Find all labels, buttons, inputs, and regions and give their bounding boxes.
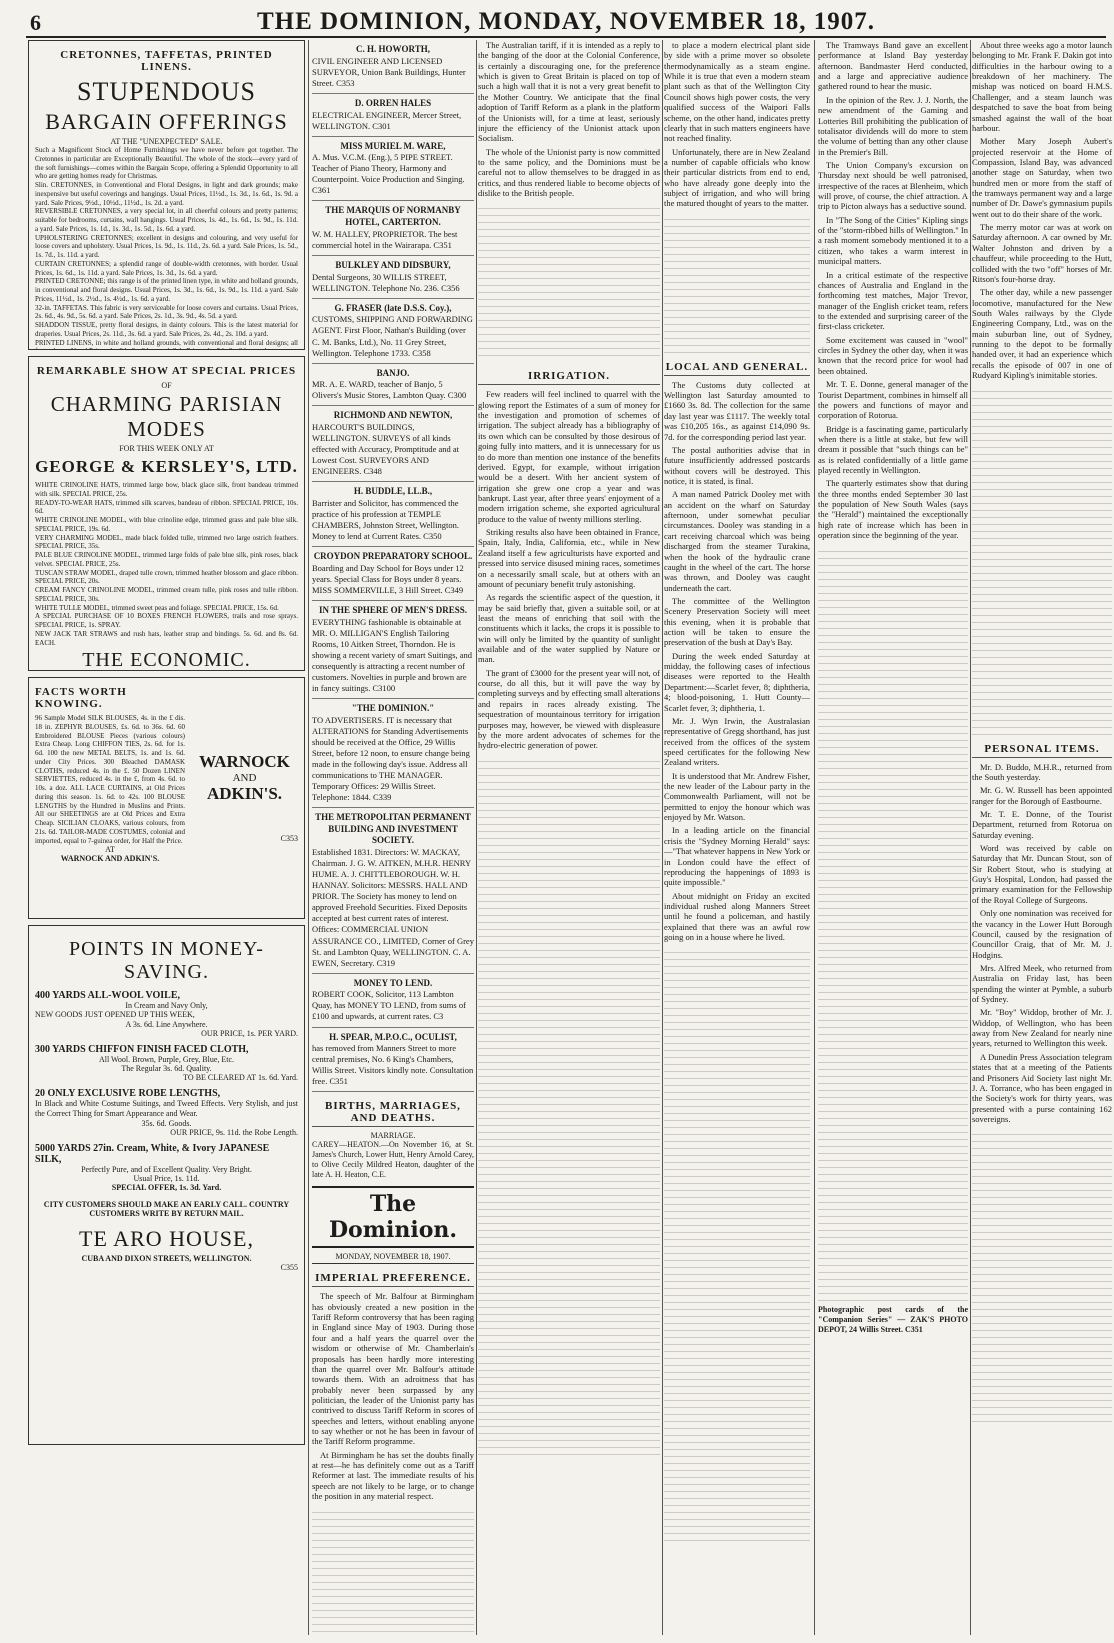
kirkcaldie-advert	[28, 40, 305, 350]
column-rule	[662, 40, 663, 1635]
column-rule	[308, 40, 309, 1635]
text-lines	[478, 202, 660, 362]
paragraph: The postal authorities advise that in future insufficiently addressed postcards without covers will be destroyed. This notice, it is stated, is final.	[664, 444, 810, 486]
offer-line: Usual Price, 1s. 11d.	[133, 1174, 200, 1183]
advert-item: VERY CHARMING MODEL, made black folded tulle, trimmed two large ostrich feathers. SPECIAL PRICE, 35s.	[35, 533, 298, 551]
firm-word: ADKIN'S.	[206, 784, 283, 803]
masthead	[26, 4, 1106, 38]
local-news-column	[664, 40, 810, 1635]
personal-items-heading: PERSONAL ITEMS.	[972, 741, 1112, 758]
advert-item: READY-TO-WEAR HATS, trimmed silk scarves, bandeau of ribbon. SPECIAL PRICE, 10s. 6d.	[35, 498, 298, 516]
professional-ad	[312, 406, 474, 482]
advert-firm: TE ARO HOUSE,	[79, 1226, 254, 1251]
paragraph: Mrs. Alfred Meek, who returned from Australia on Friday last, has been spending the winter at Pymble, a suburb of Sydney.	[972, 962, 1112, 1005]
offer-line: 35s. 6d. Goods.	[141, 1119, 192, 1128]
ad-heading: THE METROPOLITAN PERMANENT BUILDING AND INVESTMENT SOCIETY.	[315, 812, 471, 846]
paragraph: In the opinion of the Rev. J. J. North, the new amendment of the Gaming and Lotteries Bill prohibiting the publication of totalisator dividends will do more to stem the volume of betting than any other clause in the Premier's Bill.	[818, 94, 968, 157]
ad-body: CUSTOMS, SHIPPING AND FORWARDING AGENT. First Floor, Nathan's Building (over C. M. Banks, Ltd.), No. 11 Grey Street, Wellington. Telephone 1733. C358	[312, 314, 473, 358]
paragraph: Word was received by cable on Saturday that Mr. Duncan Stout, son of Sir Robert Stout, who is studying at Guy's Hospital, London, had passed the primary examination for the Fellowship of the Royal College of Surgeons.	[972, 843, 1112, 905]
paragraph: The Tramways Band gave an excellent performance at Island Bay yesterday afternoon. Bandmaster Herd conducted, and a large and appreciative audience gathered round to hear the music.	[818, 40, 968, 92]
ad-body: Established 1831. Directors: W. MACKAY, Chairman. J. G. W. AITKEN, M.H.R. HENRY HUME. A. J. CHITTLEBOROUGH. W. H. HANNAY. Solicitors: MESSRS. HALL AND PRIOR. The Society has money to lend on approved Freehold Securities. Fixed Deposits accepted at best current rates of interest. Offices: COMMERCIAL UNION ASSURANCE CO., LIMITED, Corner of Grey St. and Lambton Quay, WELLINGTON. C. A. EWEN, Secretary. C319	[312, 847, 474, 968]
paragraph: The committee of the Wellington Scenery Preservation Society will meet this evening, when it is probable that action will be taken to ensure the preservation of the bush at Day's Bay.	[664, 595, 810, 648]
paragraph: The other day, while a new passenger locomotive, manufactured for the New South Wales railways by the Clyde Engineering Company, Ltd., was on the main suburban line, out of Sydney, running to the depot to be formally handed over, it had an experience which recalls the episode of 007 in one of Rudyard Kipling's inimitable stories.	[972, 287, 1112, 381]
editorial-masthead: The Dominion.	[312, 1186, 474, 1248]
paragraph: It is understood that Mr. Andrew Fisher, the new leader of the Labour party in the Commonwealth Parliament, will not be permitted to enjoy the honour which was enjoyed by Mr. Watson.	[664, 770, 810, 823]
offer-line: In Black and White Costume Suitings, and Tweed Effects. Very Stylish, and just the Correct Thing for Smart Appearance and Wear.	[35, 1099, 298, 1118]
ad-heading: "THE DOMINION."	[351, 703, 435, 714]
advert-intro: Such a Magnificent Stock of Home Furnishings we have never before got together. The Cretonnes in particular are Exceptionally Beautiful. The whole of the stock—every yard of the soft furnishings—comes within the Bargain Scope, offering a Splendid Opportunity to all who are getting homes ready for Christmas.	[35, 146, 298, 181]
george-kersley-advert	[28, 356, 305, 671]
ad-body: has removed from Manners Street to more central premises, No. 6 King's Chambers, Willis Street. Visitors kindly note. Consultation free. C351	[312, 1043, 474, 1087]
advert-address: CUBA AND DIXON STREETS, WELLINGTON.	[81, 1254, 252, 1263]
advert-heading: CRETONNES, TAFFETAS, PRINTED LINENS.	[60, 49, 273, 73]
ad-heading: IN THE SPHERE OF MEN'S DRESS.	[318, 605, 468, 616]
facts-at: AT	[105, 845, 115, 855]
facts-layout	[35, 682, 298, 863]
offer-line: All Wool. Brown, Purple, Grey, Blue, Etc.	[98, 1055, 235, 1064]
offer-line: NEW GOODS JUST OPENED UP THIS WEEK,	[35, 1010, 195, 1019]
paragraph: About midnight on Friday an excited individual rushed along Manners Street until he found a policeman, and hastily explained that there was an awful row going on in a house where he lived.	[664, 890, 810, 943]
ad-body: MR. A. E. WARD, teacher of Banjo, 5 Olivers's Music Stores, Lambton Quay. C300	[312, 379, 467, 401]
advert-title-2: BARGAIN OFFERINGS	[45, 109, 288, 134]
advert-item: CREAM FANCY CRINOLINE MODEL, trimmed cream tulle, pink roses and tulle ribbon. SPECIAL PRICE, 30s.	[35, 586, 298, 603]
advert-item: PALE BLUE CRINOLINE MODEL, trimmed large folds of pale blue silk, pink roses, black velvet. SPECIAL PRICE, 25s.	[35, 551, 298, 568]
advert-item: SHADDON TISSUE, pretty floral designs, in dainty colours. This is the latest material for draperies. Usual Prices, 2s. 11d., 3s. 6d. a yard. Sale Prices, 2s. 4d., 2s. 10d. a yard.	[35, 321, 298, 338]
professional-ad	[312, 201, 474, 255]
text-lines	[972, 1128, 1112, 1428]
bmd-heading: BIRTHS, MARRIAGES, AND DEATHS.	[312, 1098, 474, 1127]
advert-item: PRINTED LINENS, in white and holland grounds, with conventional and floral designs; all	[35, 338, 298, 347]
paragraph: Some excitement was caused in "wool" circles in Sydney the other day, when it was known that the record price for wool had been obtained.	[818, 334, 968, 376]
ad-body: HARCOURT'S BUILDINGS, WELLINGTON. SURVEYS of all kinds effected with Accuracy, Promptitude and at Lowest Cost. SURVEYORS AND ENGINEERS. C348	[312, 422, 460, 477]
professional-ad	[312, 40, 474, 94]
advert-item: UPHOLSTERING CRETONNES; excellent in designs and colouring, and very useful for loose covers and upholstery. Usual Prices, 1s. 9d., 1s. 11d., 2s. 6d. a yard. Sale Prices, 1s. 5d., 1s. 7d., 1s. 11d. a yard.	[35, 233, 298, 259]
advert-ref: C355	[280, 1263, 298, 1272]
ad-heading: RICHMOND AND NEWTON,	[333, 410, 453, 421]
paragraph: Bridge is a fascinating game, particularly when there is a little at stake, but few will dream it possible that "such things can be" as is related confidentially of a little game played recently in Wellington.	[818, 423, 968, 476]
text-lines	[972, 385, 1112, 735]
advertisement-column	[28, 40, 305, 1635]
advert-item: WHITE CRINOLINE HATS, trimmed large bow, black glace silk, front bandeau trimmed with silk. SPECIAL PRICE, 25s.	[35, 481, 298, 498]
paragraph: Mr. T. E. Donne, general manager of the Tourist Department, combines in himself all the powers and functions of mayor and corporation of Rotorua.	[818, 379, 968, 421]
advert-item: NEW JACK TAR STRAWS and rush hats, leather strap and bindings. 5s. 6d. and 8s. 6d. EACH.	[35, 629, 298, 647]
facts-firm: WARNOCK AND ADKIN'S.	[60, 854, 160, 864]
facts-body: 96 Sample Model SILK BLOUSES, 4s. in the £ dis. 18 in. ZEPHYR BLOUSES, £s. 6d. to 36s. 6d. 60 Embroidered BLOUSE Pieces (various colours) Extra Cheap. Long CHIFFON TIES, 2s. 6d. for 1s. 6d. 100 the new METAL BELTS, 1s. and 1s. 6d. under City Prices. 300 Bleached DAMASK CLOTHS, reduced 4s. in the £. 50 Dozen LINEN SERVIETTES, reduced 4s. in the £, from 4s. 6d. to 10s. a doz. ALL LACE CURTAINS, at Old Prices during this season. 1s. 6d. to 42s. 100 BLOUSE LENGTHS by the Hundred in Muslins and Prints. All our SHEETINGS are at Old Prices and Extra Cheap. SICILIAN CLOAKS, various colours, from 21s. 6d. TAILOR-MADE COSTUMES, colonial and imported, equal to 7-guinea order, for Half the Price.	[35, 714, 185, 845]
irrigation-continued	[664, 40, 810, 209]
news-continued	[972, 40, 1112, 381]
paragraph: A man named Patrick Dooley met with an accident on the wharf on Saturday afternoon, under somewhat peculiar circumstances. Dooley was standing in a cart receiving charcoal which was being discharged from the steamer Turakina, when the hook of the hydraulic crane caught in the wheel of the cart. The horse was thrown, and Dooley was caught underneath the cart.	[664, 489, 810, 593]
ad-heading: H. SPEAR, M.P.O.C., OCULIST,	[329, 1031, 457, 1042]
offer-heading: 400 YARDS ALL-WOOL VOILE,	[35, 990, 181, 1001]
warnock-adkin-advert	[28, 677, 305, 919]
local-news	[664, 380, 810, 943]
advert-heading: POINTS IN MONEY-SAVING.	[69, 938, 264, 983]
professional-ad	[312, 94, 474, 137]
personal-column	[972, 40, 1112, 1635]
personal-items	[972, 762, 1112, 1125]
paragraph: The Australian tariff, if it is intended as a reply to the banging of the door at the Colonial Conference, is certainly a discouraging one, for the preference which is given to Great Britain is placed on top of such a high wall that it is not a very great benefit to the Mother Country. We anticipate that the final adoption of Tariff Reform as a plank in the platform of the Unionists will, for a time at least, seriously injure the efficiency of the Unionist attack upon Socialism.	[478, 40, 660, 144]
professional-ad	[312, 137, 474, 202]
paragraph: Mr. "Boy" Widdop, brother of Mr. J. Widdop, of Wellington, who has been away from New Zealand for nearly nine years, returned to Wellington this week.	[972, 1007, 1112, 1049]
offer-price: SPECIAL OFFER, 1s. 3d. Yard.	[111, 1183, 222, 1192]
paragraph: Few readers will feel inclined to quarrel with the glowing report the Estimates of a sum of money for the investigation and promotion of schemes of irrigation. The subject already has a bibliography of its own which can be consulted by those desirous of going fully into matters, and it is unnecessary for us to do more than mention one instance of the benefits derived. Egypt, for example, without irrigation would be a desert. With her ancient system of irrigation she grew one crop a year and was bankrupt. Last year, after three years' enjoyment of a modern irrigation scheme, she exported agricultural produce to the value of twenty millions sterling.	[478, 389, 660, 524]
ad-body: ROBERT COOK, Solicitor, 113 Lambton Quay, has MONEY TO LEND, from sums of £100 and upwards, at current rates. C3	[312, 989, 466, 1022]
facts-right	[191, 682, 298, 863]
advert-item: A SPECIAL PURCHASE OF 10 BOXES FRENCH FLOWERS, trails and rose sprays. SPECIAL PRICE, 1s. SPRAY.	[35, 612, 298, 629]
paragraph: Mr. D. Buddo, M.H.R., returned from the South yesterday.	[972, 761, 1112, 782]
offer-line: In Cream and Navy Only,	[125, 1001, 208, 1010]
ad-body: EVERYTHING fashionable is obtainable at MR. O. MILLIGAN'S English Tailoring Rooms, 10 Aitken Street, Thorndon. He is showing a recent variety of smart Suitings, and consequently is attracting a recent number of customers. Novelties in purple and brown are in fancy suitings. C3100	[312, 616, 473, 693]
masthead-rule	[26, 36, 1106, 38]
paragraph: The grant of £3000 for the present year will not, of course, do all this, but it will pave the way by completing surveys and by effecting small alterations and repairs in races already existing. The sequestration of mountainous territory for irrigation purposes may, however, be viewed with displeasure by the more ardent advocates of schemes for the hydro-electric generation of power.	[478, 667, 660, 751]
firm-word: WARNOCK	[199, 752, 290, 771]
bmd-subheading: MARRIAGE.	[370, 1131, 416, 1141]
irrigation-article	[478, 389, 660, 750]
text-continuation	[664, 213, 810, 353]
advert-ref: C353	[280, 834, 298, 843]
advert-item: WHITE CRINOLINE MODEL, with blue crinoline edge, trimmed grass and pale blue silk. SPECIAL PRICE, 19s. 6d.	[35, 516, 298, 533]
ad-heading: BANJO.	[376, 367, 410, 378]
editorial-date: MONDAY, NOVEMBER 18, 1907.	[312, 1250, 474, 1264]
advert-heading: FACTS WORTH KNOWING.	[35, 686, 127, 710]
news-column	[818, 40, 968, 1635]
editorial-body	[312, 1291, 474, 1501]
ad-body: ELECTRICAL ENGINEER, Mercer Street, WELLINGTON. C301	[312, 109, 462, 131]
text-continuation	[478, 755, 660, 1455]
offer-heading: 5000 YARDS 27in. Cream, White, & Ivory JAPANESE SILK,	[35, 1143, 270, 1165]
editorial-heading: IMPERIAL PREFERENCE.	[312, 1270, 474, 1287]
ad-heading: BULKLEY AND DIDSBURY,	[335, 259, 451, 270]
advert-title: STUPENDOUS	[76, 77, 257, 106]
ad-body: Dental Surgeons, 30 WILLIS STREET, WELLINGTON. Telephone No. 236. C356	[312, 271, 460, 293]
text-lines	[664, 946, 810, 1546]
facts-left	[35, 682, 185, 863]
irrigation-heading: IRRIGATION.	[478, 368, 660, 385]
paragraph: to place a modern electrical plant side by side with a prime mover so obsolete thermodynamically as a steam engine. While it is true that even a modern steam plant such as that of the Wellington City Council shows high power costs, the very qualified success of the Waipori Falls scheme, on the other hand, indicates pretty clearly that in such matters engineers have not reached finality.	[664, 40, 810, 144]
ad-body: A. Mus. V.C.M. (Eng.), 5 PIPE STREET. Teacher of Piano Theory, Harmony and Counterpoint. Voice Production and Singing. C361	[312, 152, 465, 196]
professional-ad	[312, 256, 474, 299]
ad-heading: H. BUDDLE, LL.B.,	[353, 486, 433, 497]
ad-heading: D. ORREN HALES	[354, 97, 432, 108]
photo-postcard-ad: Photographic post cards of the "Companion Series" — ZAK'S PHOTO DEPOT, 24 Willis Street. C351	[818, 1304, 968, 1334]
paragraph: Mr. J. Wyn Irwin, the Australasian representative of Gregg shorthand, has just received from the offices of the system speed certificates for the following New Zealand writers.	[664, 715, 810, 768]
paragraph: The quarterly estimates show that during the three months ended September 30 last the population of New South Wales (says the "Herald") maintained the exceptionally high rate of increase which has been in operation since the beginning of the year.	[818, 478, 968, 541]
text-continuation	[478, 202, 660, 362]
paragraph: In a critical estimate of the respective chances of Australia and England in the forthcoming test matches, Major Trevor, manager of the English cricket team, refers to the extended and surprising career of the first-class cricketer.	[818, 269, 968, 332]
paragraph: Unfortunately, there are in New Zealand a number of capable officials who know their particular districts from end to end, who have already gone deeply into the subject of irrigation, and who will bring the matured thought of years to the matter.	[664, 146, 810, 209]
offer-line: Perfectly Pure, and of Excellent Quality. Very Bright.	[81, 1165, 252, 1174]
ad-body: CIVIL ENGINEER AND LICENSED SURVEYOR, Union Bank Buildings, Hunter Street. C353	[312, 55, 466, 88]
paragraph: Striking results also have been obtained in France, Spain, Italy, India, California, etc., while in New Zealand itself a few agriculturists have exported and pressed into service disused mining races, sometimes on a necessarily small scale, but at others with an amount of pecuniary benefit truly astonishing.	[478, 527, 660, 589]
column-rule	[476, 40, 477, 1635]
offer-heading: 20 ONLY EXCLUSIVE ROBE LENGTHS,	[35, 1088, 221, 1099]
professional-ad	[312, 1028, 474, 1093]
column-rule	[970, 40, 971, 1635]
offer-line: A 3s. 6d. Line Anywhere.	[125, 1020, 208, 1029]
paragraph: The Union Company's excursion on Thursday next should be well patronised, irrespective of the races at Blenheim, which will prove, of course, the chief attraction. A trip to Picton always has a seductive sound.	[818, 159, 968, 212]
advert-title: CHARMING PARISIAN MODES	[50, 392, 283, 441]
paragraph: Mr. T. E. Donne, of the Tourist Department, returned from Rotorua on Saturday evening.	[972, 808, 1112, 840]
paragraph: Mr. G. W. Russell has been appointed ranger for the Borough of Eastbourne.	[972, 785, 1112, 806]
paragraph: During the week ended Saturday at midday, the following cases of infectious diseases were reported to the Health Department:—Scarlet fever, 8; diphtheria, 4; blood-poisoning, 1. Hutt County—Scarlet fever, 3; diphtheria, 1.	[664, 650, 810, 713]
advert-firm: GEORGE & KERSLEY'S, LTD.	[35, 457, 298, 476]
editorial-continued	[478, 40, 660, 198]
ad-heading: MONEY TO LEND.	[353, 977, 433, 988]
ad-body: Barrister and Solicitor, has commenced the practice of his profession at TEMPLE CHAMBERS, Johnston Street, Wellington. Money to lend at Current Rates. C350	[312, 498, 459, 542]
ad-heading: THE MARQUIS OF NORMANBY HOTEL, CARTERTON.	[325, 205, 461, 228]
advert-of: OF	[161, 381, 172, 390]
offer-price: OUR PRICE, 9s. 11d. the Robe Length.	[170, 1128, 298, 1137]
professional-ad	[312, 547, 474, 601]
text-lines	[478, 755, 660, 1455]
column-rule	[814, 40, 815, 1635]
bmd-notice: CAREY—HEATON.—On November 16, at St. James's Church, Lower Hutt, Henry Arnold Carey, to Olive Cecily Mildred Heaton, daughter of the late A. H. Heaton, C.E.	[312, 1140, 474, 1180]
professional-ad	[312, 601, 474, 699]
paragraph: In "The Song of the Cities" Kipling sings of the "storm-ribbed hills of Wellington." In a rash moment somebody mentioned it to a citizen, who takes a warm interest in municipal matters.	[818, 214, 968, 267]
text-lines	[312, 1506, 474, 1635]
firm-word: AND	[232, 772, 257, 784]
professional-ad	[312, 482, 474, 547]
paragraph: As regards the scientific aspect of the question, it may be said briefly that, given a suitable soil, or at least the means of enriching that soil with the constituents which it lacks, the crops it is possible to win will only be limited by the quantity of sunlight available and of the water supplied by Nature or man.	[478, 592, 660, 665]
offer-price: OUR PRICE, 1s. PER YARD.	[201, 1029, 298, 1038]
offer-price: TO BE CLEARED AT 1s. 6d. Yard.	[183, 1073, 298, 1082]
paragraph: The Customs duty collected at Wellington last Saturday amounted to £1660 3s. 8d. The collection for the same day last year was £1117. The weekly total was £10,205 16s., as against £14,090 9s. 7d. for the corresponding period last year.	[664, 379, 810, 442]
paragraph: Mother Mary Joseph Aubert's projected reservoir at the Home of Compassion, Island Bay, was advanced another stage on Saturday, when two hundred men or more from the staff of the tramways permanent way and a large number of Dr. Dawe's gymnasium pupils went out to do their share of the work.	[972, 136, 1112, 219]
local-general-heading: LOCAL AND GENERAL.	[664, 359, 810, 376]
offer-heading: 300 YARDS CHIFFON FINISH FACED CLOTH,	[35, 1044, 249, 1055]
advert-item: REVERSIBLE CRETONNES, a very special lot, in all cheerful colours and pretty patterns; suitable for bedrooms, curtains, wall hangings. Usual Prices, 1s. 4d., 1s. 6d., 1s. 9d., 1s. 11d. a yard. Sale Prices, 1s. 1d., 1s. 3d., 1s. 5d., 1s. 6d. a yard.	[35, 207, 298, 233]
newspaper-title: THE DOMINION, MONDAY, NOVEMBER 18, 1907.	[256, 8, 876, 35]
ad-heading: G. FRASER (late D.S.S. Coy.),	[334, 302, 452, 313]
advert-subtitle: AT THE "UNEXPECTED" SALE.	[110, 137, 223, 146]
advert-item: 32-in. TAFFETAS. This fabric is very serviceable for loose covers and curtains. Usual Prices, 2s. 6d., 4s. 9d., 5s. 6d. a yard. Sale Prices, 2s. 1d., 3s. 9d., 4s. 5d. a yard.	[35, 303, 298, 321]
ad-body: W. M. HALLEY, PROPRIETOR. The best commercial hotel in the Wairarapa. C351	[312, 228, 458, 250]
advert-item: PRINTED CRETONNE; this range is of the printed linen type, in white and holland grounds, in conventional and floral designs. Usual Prices, 1s. 3d., 1s. 6d., 1s. 9d., 1s. 11d. a yard. Sale Prices, 11½d., 1s. 2½d., 1s. 4½d., 1s. 6d. a yard.	[35, 277, 298, 303]
advert-subtitle: FOR THIS WEEK ONLY AT	[119, 444, 214, 453]
professional-ad	[312, 974, 474, 1028]
paragraph: Only one nomination was received for the vacancy in the Lower Hutt Borough Council, caused by the resignation of Councillor Craig, that of Mr. M. J. Hodgins.	[972, 908, 1112, 960]
ad-body: Boarding and Day School for Boys under 12 years. Special Class for Boys under 8 years. MISS SOMMERVILLE, 3 Hill Street. C349	[312, 562, 464, 595]
ad-body: TO ADVERTISERS. IT is necessary that ALTERATIONS for Standing Advertisements should be received at the Office, 29 Willis Street, before 12 noon, to ensure change being made in the following day's issue. Address all communications to THE MANAGER. Temporary Offices: 29 Willis Street. Telephone: 1844. C339	[312, 714, 470, 803]
advert-item: CURTAIN CRETONNES; a splendid range of double-width cretonnes, with border. Usual Prices, 1s. 6d., 1s. 11d. a yard. Sale Prices, 1s. 3d., 1s. 6d. a yard.	[35, 259, 298, 277]
advert-heading: REMARKABLE SHOW AT SPECIAL PRICES	[36, 365, 297, 377]
customer-notice: CITY CUSTOMERS SHOULD MAKE AN EARLY CALL. COUNTRY CUSTOMERS WRITE BY RETURN MAIL.	[43, 1200, 290, 1218]
advert-item: WHITE TULLE MODEL, trimmed sweet peas and foliage. SPECIAL PRICE, 15s. 6d.	[35, 603, 279, 612]
paragraph: A Dunedin Press Association telegram states that at a meeting of the Patients and Prisoners Aid Society last night Mr. J. A. Torrance, who has been engaged in the Society's work for thirty years, was presented with a purse containing 162 sovereigns.	[972, 1051, 1112, 1124]
ad-heading: CROYDON PREPARATORY SCHOOL.	[313, 551, 473, 562]
text-continuation	[972, 1128, 1112, 1428]
page-number: 6	[30, 10, 41, 35]
professional-ad	[312, 808, 474, 974]
ad-heading: MISS MURIEL M. WARE,	[340, 140, 446, 151]
local-news-continued	[818, 40, 968, 541]
text-lines	[664, 213, 810, 353]
te-aro-house-advert	[28, 925, 305, 1445]
paragraph: About three weeks ago a motor launch belonging to Mr. Frank F. Dakin got into difficulties in the harbour owing to a breakdown of her machinery. The mishap was noticed on board H.M.S. Challenger, and a steam launch was despatched to save the boat from being smashed against the wall of the boat harbour.	[972, 40, 1112, 133]
offer-line: The Regular 3s. 6d. Quality.	[121, 1064, 212, 1073]
paragraph: In a leading article on the financial crisis the "Sydney Morning Herald" says:—"That whatever happens in New York or in London could have the effect of reproducing the happenings of 1893 is quite impossible."	[664, 825, 810, 888]
professional-ad	[312, 699, 474, 808]
professional-column	[312, 40, 474, 1635]
paragraph: At Birmingham he has set the doubts finally at rest—he has definitely come out as a Tariff Reformer at last. The immediate results of his speech are not likely to be large, or to change the position in any material respect.	[312, 1449, 474, 1502]
text-continuation	[312, 1506, 474, 1635]
professional-ad	[312, 299, 474, 364]
professional-ad	[312, 364, 474, 407]
text-lines	[818, 545, 968, 1305]
paragraph: The speech of Mr. Balfour at Birmingham has obviously created a new position in the Tariff Reform controversy that has been raging in England since May of 1903. During those four and a half years the quarrel over the wisdom or otherwise of Mr. Chamberlain's proposals has been hardly more interesting than the quarrel over Mr. Balfour's attitude towards them. With an adroitness that has probably never been surpassed by any politician, the leader of the Unionist party has contrived to discuss Tariff Reform in scores of speeches and letters, without enabling anyone to say whether or not he has been in favour of the Tariff Reform programme.	[312, 1291, 474, 1447]
advert-item: TUSCAN STRAW MODEL, draped tulle crown, trimmed heather blossom and glace ribbon. SPECIAL PRICE, 20s.	[35, 568, 298, 586]
paragraph: The merry motor car was at work on Saturday afternoon. A car owned by Mr. Walter Johnston and driven by a chauffeur, while proceeding to the Hutt, collided with the two "off" horses of Mr. Ritson's four-horse dray.	[972, 222, 1112, 284]
editorial-column	[478, 40, 660, 1635]
text-continuation	[664, 946, 810, 1546]
advert-footer: THE ECONOMIC.	[82, 649, 251, 671]
text-continuation	[972, 385, 1112, 735]
advert-item: Slin. CRETONNES, in Conventional and Floral Designs, in light and dark grounds; make inexpensive but useful coverings and hangings. Usual Prices, 11½d., 1s. 3d., 1s. 6d., 1s. 9d. a yard. Sale Prices, 9½d., 10½d., 11½d., 1s. 2d. a yard.	[35, 181, 298, 207]
text-continuation	[818, 545, 968, 1305]
ad-heading: C. H. HOWORTH,	[356, 44, 430, 54]
paragraph: The whole of the Unionist party is now committed to the same policy, and the Dominions must be careful not to allow themselves to be dragged in as critics, and thus rendered liable to become objects of dislike to the British people.	[478, 146, 660, 199]
